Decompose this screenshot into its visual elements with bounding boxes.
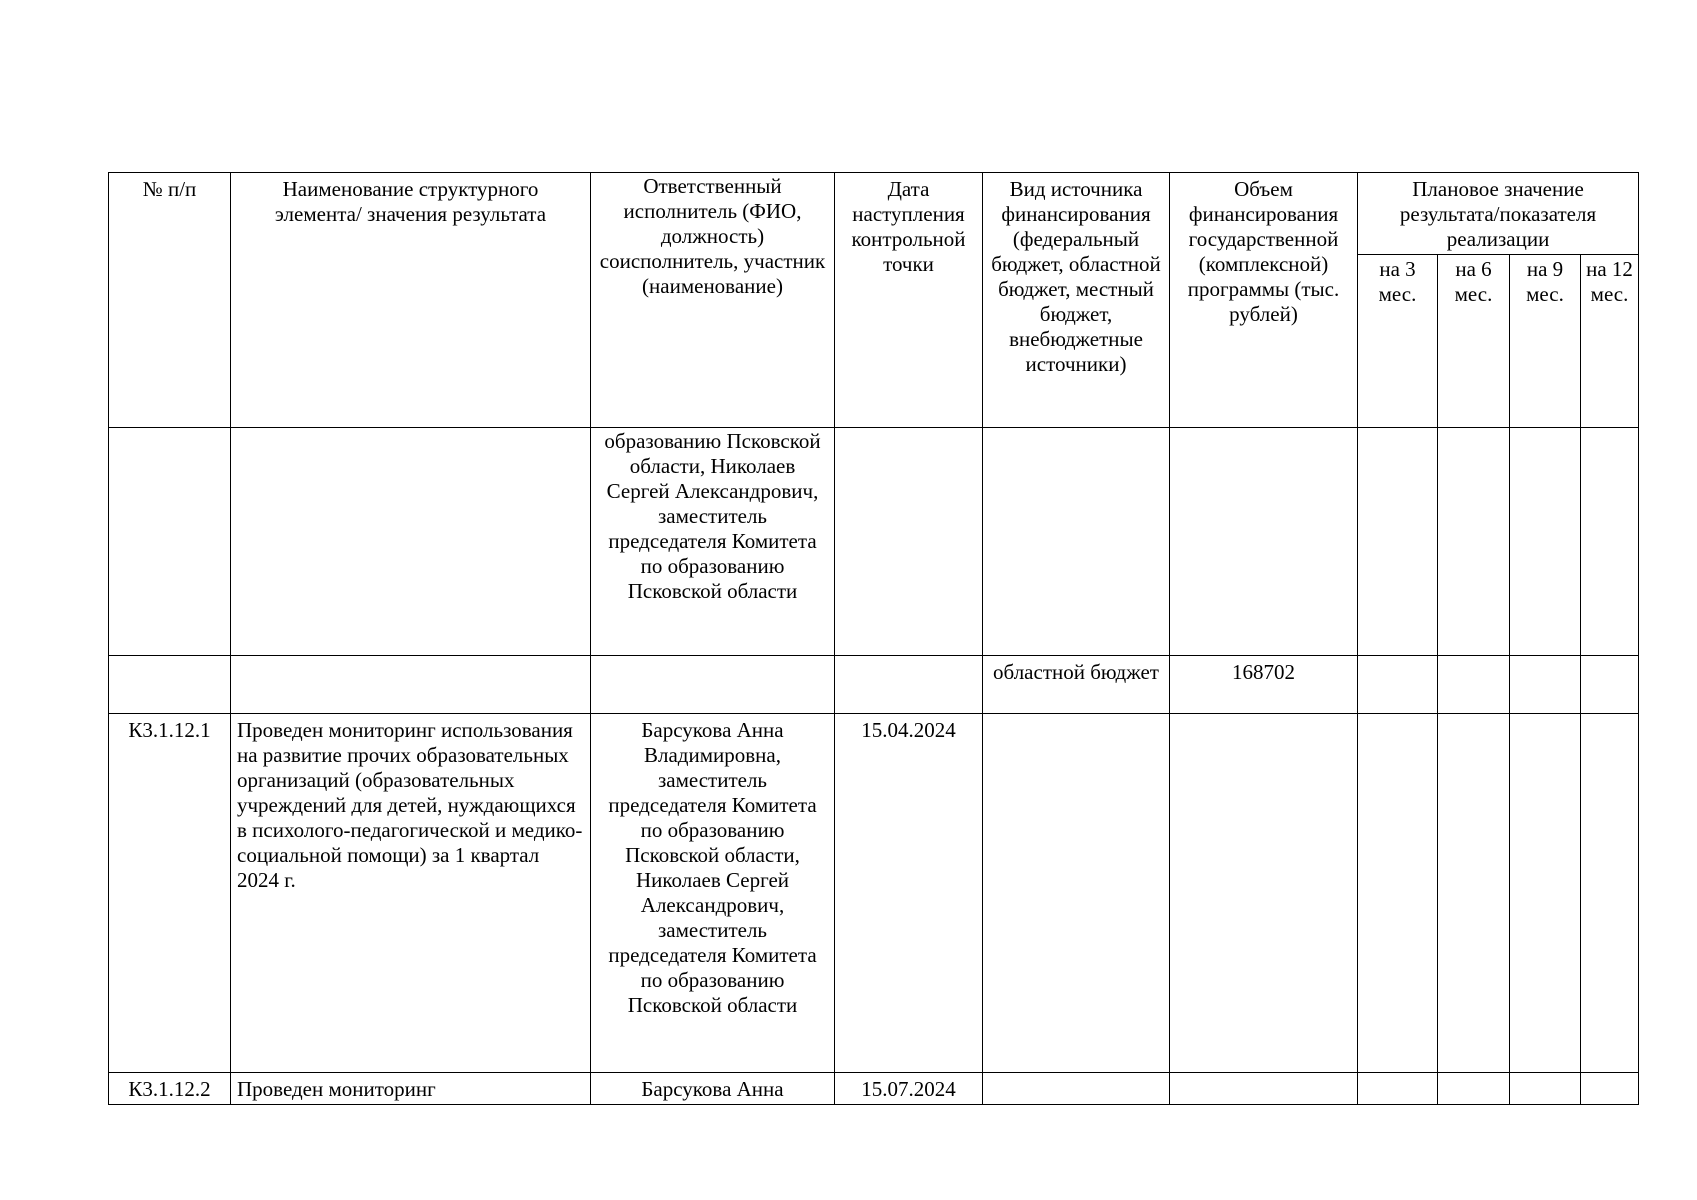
cell-date: 15.07.2024 <box>835 1073 983 1105</box>
cell-responsible: Барсукова Анна <box>591 1073 835 1105</box>
cell-volume <box>1170 714 1358 1073</box>
cell-9-months <box>1510 656 1581 714</box>
header-source: Вид источника финансирования (федеральный бюджет, областной бюджет, местный бюджет, внебюджетные источники) <box>983 173 1170 428</box>
cell-name: Проведен мониторинг использования на развитие прочих образовательных организаций (образовательных учреждений для детей, нуждающихся в психолого-педагогической и медико-социальной помощи) за 1 квартал 2024 г. <box>231 714 591 1073</box>
cell-6-months <box>1438 656 1510 714</box>
cell-source <box>983 428 1170 656</box>
table-row <box>109 1073 1639 1105</box>
header-num: № п/п <box>109 173 231 428</box>
cell-9-months <box>1510 714 1581 1073</box>
table-row <box>109 656 1639 714</box>
cell-volume: 168702 <box>1170 656 1358 714</box>
cell-responsible <box>591 656 835 714</box>
cell-6-months <box>1438 1073 1510 1105</box>
cell-3-months <box>1358 428 1438 656</box>
cell-3-months <box>1358 714 1438 1073</box>
header-planned: Плановое значение результата/показателя реализации <box>1358 173 1639 255</box>
cell-responsible: образованию Псковской области, Николаев Сергей Александрович, заместитель председателя Комитета по образованию Псковской области <box>591 428 835 656</box>
cell-12-months <box>1581 1073 1639 1105</box>
cell-6-months <box>1438 714 1510 1073</box>
cell-12-months <box>1581 428 1639 656</box>
monitoring-table <box>108 172 1639 1105</box>
cell-num <box>109 428 231 656</box>
header-9-months: на 9 мес. <box>1510 255 1581 428</box>
header-6-months: на 6 мес. <box>1438 255 1510 428</box>
cell-num: К3.1.12.1 <box>109 714 231 1073</box>
cell-date: 15.04.2024 <box>835 714 983 1073</box>
cell-6-months <box>1438 428 1510 656</box>
cell-date <box>835 428 983 656</box>
header-volume: Объем финансирования государственной (комплексной) программы (тыс. рублей) <box>1170 173 1358 428</box>
header-3-months: на 3 мес. <box>1358 255 1438 428</box>
cell-responsible: Барсукова Анна Владимировна, заместитель председателя Комитета по образованию Псковской области, Николаев Сергей Александрович, заместитель председателя Комитета по образованию Псковской области <box>591 714 835 1073</box>
cell-name <box>231 428 591 656</box>
cell-volume <box>1170 1073 1358 1105</box>
cell-date <box>835 656 983 714</box>
cell-12-months <box>1581 714 1639 1073</box>
header-12-months: на 12 мес. <box>1581 255 1639 428</box>
cell-9-months <box>1510 428 1581 656</box>
header-name: Наименование структурного элемента/ значения результата <box>231 173 591 428</box>
cell-3-months <box>1358 656 1438 714</box>
cell-num: К3.1.12.2 <box>109 1073 231 1105</box>
cell-num <box>109 656 231 714</box>
header-row <box>109 173 1639 255</box>
cell-9-months <box>1510 1073 1581 1105</box>
header-responsible: Ответственный исполнитель (ФИО, должность) соисполнитель, участник (наименование) <box>591 173 835 428</box>
cell-volume <box>1170 428 1358 656</box>
header-date: Дата наступления контрольной точки <box>835 173 983 428</box>
table-row <box>109 714 1639 1073</box>
cell-source <box>983 714 1170 1073</box>
cell-name <box>231 656 591 714</box>
cell-12-months <box>1581 656 1639 714</box>
cell-3-months <box>1358 1073 1438 1105</box>
cell-name: Проведен мониторинг <box>231 1073 591 1105</box>
cell-source <box>983 1073 1170 1105</box>
table-row <box>109 428 1639 656</box>
cell-source: областной бюджет <box>983 656 1170 714</box>
